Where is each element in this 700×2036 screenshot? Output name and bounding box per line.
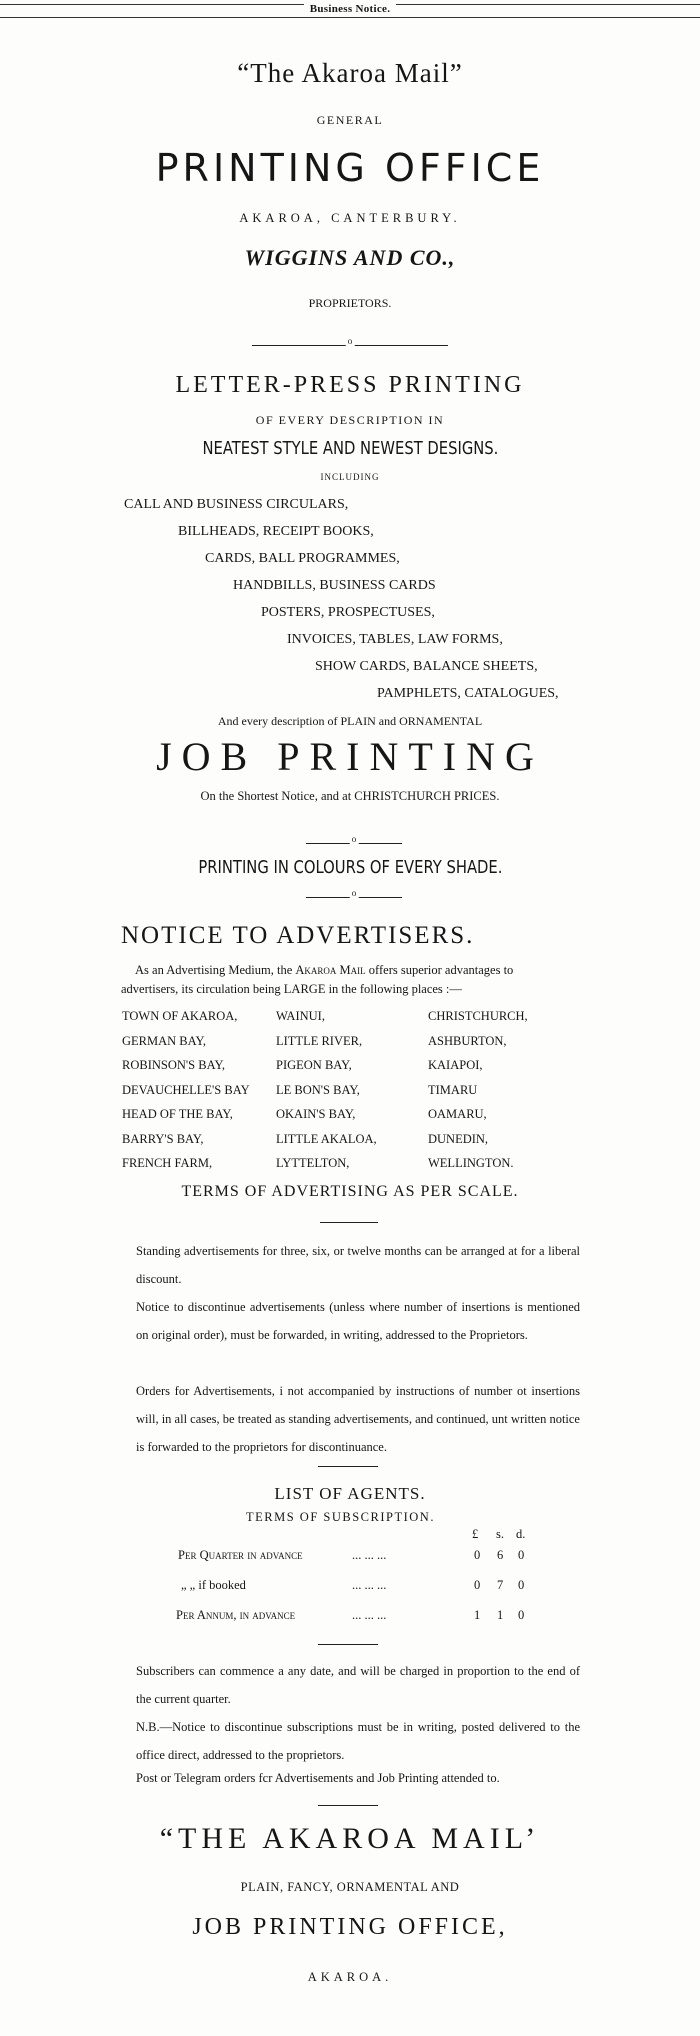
advertisers-heading: NOTICE TO ADVERTISERS. — [121, 922, 475, 949]
subscription-row-pounds: 0 — [474, 1578, 481, 1592]
masthead-general: GENERAL — [316, 113, 384, 127]
masthead-owners-role: PROPRIETORS. — [308, 296, 392, 310]
places-row — [122, 1102, 578, 1127]
places-row — [122, 1151, 578, 1176]
place: DUNEDIN, — [428, 1131, 489, 1146]
top-rule-lower — [0, 17, 700, 18]
currency-shilling: s. — [496, 1527, 504, 1541]
places-row — [122, 1029, 578, 1054]
letterpress-including: INCLUDING — [320, 472, 380, 482]
advertisers-intro2: advertisers, its circulation being LARGE in the following places :— — [121, 982, 462, 996]
place: GERMAN BAY, — [122, 1033, 207, 1048]
subscription-row-dots: ... ... ... — [352, 1578, 387, 1592]
letterpress-notice: On the Shortest Notice, and at CHRISTCHURCH PRICES. — [200, 789, 500, 803]
place: ROBINSON'S BAY, — [122, 1058, 225, 1072]
agents-p1-text: Subscribers can commence a any date, and will be charged in proportion to the end of the current quarter. — [136, 1664, 580, 1706]
place: ASHBURTON, — [428, 1033, 507, 1048]
masthead-location: AKAROA, CANTERBURY. — [239, 211, 461, 225]
item-cards: CARDS, BALL PROGRAMMES, — [205, 551, 400, 566]
colours-text: PRINTING IN COLOURS OF EVERY SHADE. — [197, 857, 503, 878]
footer-title: “THE AKAROA MAIL’ — [159, 1822, 541, 1855]
short-rule — [318, 1466, 378, 1467]
subscription-row-pounds: 0 — [474, 1548, 481, 1562]
short-rule — [318, 1644, 378, 1645]
subscription-row-dots: ... ... ... — [352, 1548, 387, 1562]
short-rule — [318, 1805, 378, 1806]
footer-line2: JOB PRINTING OFFICE, — [192, 1914, 508, 1940]
places-row — [122, 1004, 578, 1029]
ornament-divider — [252, 342, 448, 349]
currency-pence: d. — [516, 1527, 526, 1541]
masthead-title: “The Akaroa Mail” — [237, 58, 463, 88]
subscription-row-shillings: 7 — [497, 1578, 504, 1592]
letterpress-every: And every description of PLAIN and ORNAMENTAL — [217, 714, 483, 728]
agents-paragraph-2 — [136, 1713, 580, 1769]
places-row — [122, 1127, 578, 1152]
intro-paper-name: Akaroa Mail — [295, 963, 366, 977]
subscription-row-label: Per Annum, in advance — [176, 1608, 296, 1622]
subscription-row-label: Per Quarter in advance — [178, 1548, 303, 1562]
intro-a: As an Advertising Medium, the — [135, 963, 296, 977]
item-show-cards: SHOW CARDS, BALANCE SHEETS, — [315, 659, 538, 674]
place: HEAD OF THE BAY, — [122, 1107, 233, 1121]
section-header-label: Business Notice. — [304, 3, 397, 15]
place: TOWN OF AKAROA, — [122, 1009, 238, 1023]
item-invoices: INVOICES, TABLES, LAW FORMS, — [287, 632, 503, 647]
agents-heading: LIST OF AGENTS. — [274, 1484, 426, 1503]
subscription-row-shillings: 1 — [497, 1608, 504, 1622]
place: TIMARU — [428, 1082, 478, 1097]
place: LE BON'S BAY, — [276, 1082, 360, 1097]
place: LITTLE AKALOA, — [276, 1131, 377, 1146]
terms-line: TERMS OF ADVERTISING AS PER SCALE. — [181, 1183, 519, 1200]
masthead-owners: WIGGINS AND CO., — [244, 245, 456, 270]
subscription-row-pence: 0 — [518, 1548, 525, 1562]
subscription-row-label: „ „ if booked — [181, 1578, 246, 1592]
subscription-heading: TERMS OF SUBSCRIPTION. — [246, 1510, 435, 1524]
item-pamphlets: PAMPHLETS, CATALOGUES, — [377, 686, 559, 701]
place: WELLINGTON. — [428, 1156, 514, 1170]
advertisers-paragraph-2 — [136, 1293, 580, 1349]
footer-line1: PLAIN, FANCY, ORNAMENTAL AND — [240, 1880, 460, 1894]
advertisers-paragraph-1 — [136, 1237, 580, 1293]
agents-paragraph-3: Post or Telegram orders fcr Advertisements and Job Printing attended to. — [136, 1771, 500, 1785]
item-billheads: BILLHEADS, RECEIPT BOOKS, — [178, 524, 374, 539]
place: LITTLE RIVER, — [276, 1033, 363, 1048]
advertisers-p3-text: Orders for Advertisements, i not accompanied by instructions of number ot insertions will, in all cases, be treated as standing advertisements, and continued, unt written notice is forwarded to the proprietors for discontinuance. — [136, 1384, 580, 1454]
agents-p2-text: N.B.—Notice to discontinue subscriptions must be in writing, posted delivered to the office direct, addressed to the proprietors. — [136, 1720, 580, 1762]
places-row — [122, 1078, 578, 1103]
place: LYTTELTON, — [276, 1156, 350, 1170]
item-handbills: HANDBILLS, BUSINESS CARDS — [233, 578, 436, 593]
subscription-row-pence: 0 — [518, 1608, 525, 1622]
ornament-divider-small-2 — [306, 894, 402, 901]
advertisers-p1-text: Standing advertisements for three, six, or twelve months can be arranged at for a liberal discount. — [136, 1244, 580, 1286]
advertisers-paragraph-3 — [136, 1377, 580, 1461]
circulation-places — [122, 1004, 578, 1176]
subscription-row-pence: 0 — [518, 1578, 525, 1592]
letterpress-line2 — [0, 438, 700, 459]
place: PIGEON BAY, — [276, 1058, 352, 1072]
item-circulars: CALL AND BUSINESS CIRCULARS, — [124, 497, 349, 512]
places-row — [122, 1053, 578, 1078]
section-header — [0, 3, 700, 15]
place: BARRY'S BAY, — [122, 1131, 204, 1146]
place: WAINUI, — [276, 1009, 325, 1023]
advertisers-intro — [135, 963, 513, 978]
subscription-row-pounds: 1 — [474, 1608, 481, 1622]
place: FRENCH FARM, — [122, 1156, 213, 1170]
job-printing: JOB PRINTING — [156, 734, 544, 779]
colours-line — [0, 857, 700, 878]
ornament-divider-small — [306, 840, 402, 847]
currency-pound: £ — [472, 1527, 479, 1541]
subscription-row-shillings: 6 — [497, 1548, 504, 1562]
masthead-office: PRINTING OFFICE — [155, 146, 545, 190]
item-posters: POSTERS, PROSPECTUSES, — [261, 605, 435, 620]
letterpress-line2-text: NEATEST STYLE AND NEWEST DESIGNS. — [202, 438, 498, 459]
place: OAMARU, — [428, 1107, 487, 1121]
place: KAIAPOI, — [428, 1058, 483, 1072]
intro-b: offers superior advantages to — [365, 963, 514, 977]
advertisers-p2-text: Notice to discontinue advertisements (unless where number of insertions is mentioned on original order), must be forwarded, in writing, addressed to the Proprietors. — [136, 1300, 580, 1342]
place: CHRISTCHURCH, — [428, 1009, 528, 1023]
place: DEVAUCHELLE'S BAY — [122, 1082, 250, 1097]
footer-place: AKAROA. — [307, 1970, 393, 1984]
short-rule — [320, 1222, 378, 1223]
letterpress-line1: OF EVERY DESCRIPTION IN — [255, 413, 445, 427]
place: OKAIN'S BAY, — [276, 1107, 356, 1121]
letterpress-heading: LETTER-PRESS PRINTING — [175, 372, 525, 398]
subscription-row-dots: ... ... ... — [352, 1608, 387, 1622]
agents-paragraph-1 — [136, 1657, 580, 1713]
